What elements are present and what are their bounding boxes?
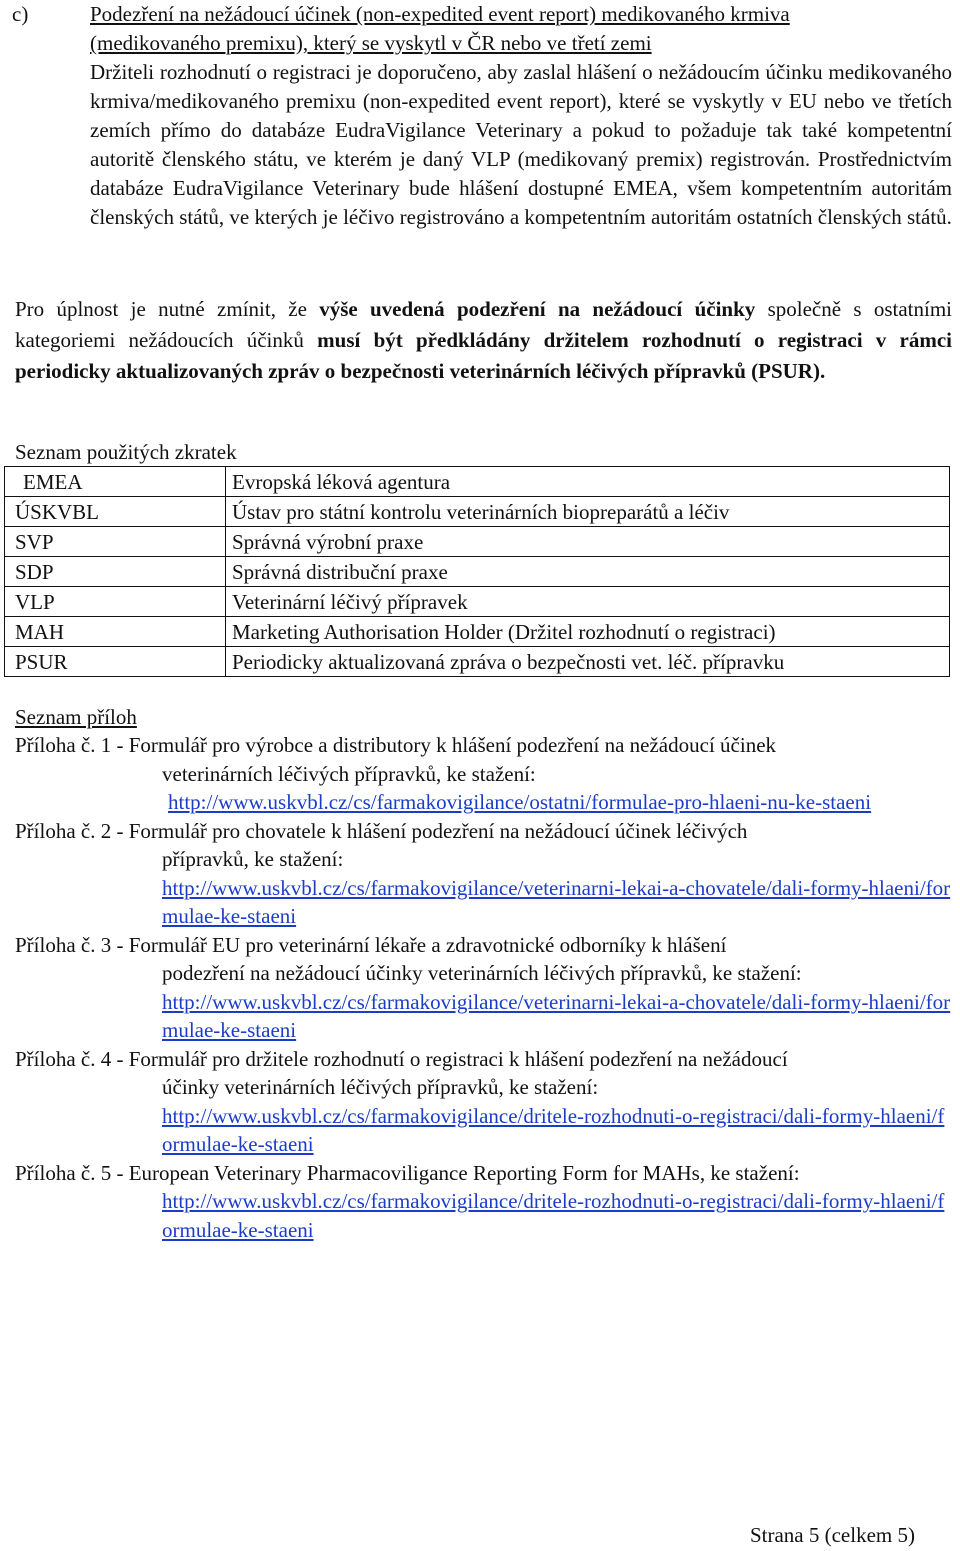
psur-text-1: Pro úplnost je nutné zmínit, že xyxy=(15,297,320,321)
abbreviation-cell: ÚSKVBL xyxy=(5,497,226,527)
psur-bold-1: výše uvedená podezření na nežádoucí účinky xyxy=(319,297,756,321)
section-c xyxy=(12,0,952,232)
attachment-description: podezření na nežádoucí účinky veterinárních léčivých přípravků, ke stažení: xyxy=(162,961,802,985)
attachment-item xyxy=(15,817,952,931)
attachment-item xyxy=(15,731,952,817)
table-row xyxy=(5,527,950,557)
table-row xyxy=(5,587,950,617)
psur-text-2: společně s ostatními kategoriemi nežádoucích účinků xyxy=(15,297,952,352)
attachment-link[interactable]: http://www.uskvbl.cz/cs/farmakovigilance/veterinarni-lekai-a-chovatele/dali-formy-hlaeni/formulae-ke-staeni xyxy=(162,875,951,928)
attachment-heading: Příloha č. 1 - Formulář pro výrobce a distributory k hlášení podezření na nežádoucí účinek xyxy=(15,733,777,757)
meaning-cell: Periodicky aktualizovaná zpráva o bezpečnosti vet. léč. přípravku xyxy=(226,647,950,677)
section-c-label: c) xyxy=(12,2,29,26)
section-c-heading-line1: Podezření na nežádoucí účinek (non-expedited event report) medikovaného krmiva xyxy=(90,2,790,26)
attachment-item xyxy=(15,1045,952,1159)
attachment-link[interactable]: http://www.uskvbl.cz/cs/farmakovigilance/ostatni/formulae-pro-hlaeni-nu-ke-staeni xyxy=(168,790,872,814)
abbreviation-cell: PSUR xyxy=(5,647,226,677)
attachments-title: Seznam příloh xyxy=(15,705,137,729)
attachment-link[interactable]: http://www.uskvbl.cz/cs/farmakovigilance/dritele-rozhodnuti-o-registraci/dali-formy-hlaeni/formulae-ke-staeni xyxy=(162,1189,945,1242)
table-row xyxy=(5,557,950,587)
meaning-cell: Evropská léková agentura xyxy=(226,467,950,497)
attachment-heading: Příloha č. 4 - Formulář pro držitele rozhodnutí o registraci k hlášení podezření na nežádoucí xyxy=(15,1046,788,1071)
abbreviation-cell: SVP xyxy=(5,527,226,557)
attachment-heading: Příloha č. 3 - Formulář EU pro veterinární lékaře a zdravotnické odborníky k hlášení xyxy=(15,932,727,957)
section-c-heading-line2: (medikovaného premixu), který se vyskytl v ČR nebo ve třetí zemi xyxy=(90,31,652,55)
meaning-cell: Správná výrobní praxe xyxy=(226,527,950,557)
attachment-item xyxy=(15,931,952,1045)
abbreviations-table xyxy=(4,466,950,677)
table-row xyxy=(5,647,950,677)
table-row xyxy=(5,497,950,527)
attachment-description: veterinárních léčivých přípravků, ke stažení: xyxy=(162,761,536,786)
meaning-cell: Veterinární léčivý přípravek xyxy=(226,587,950,617)
attachments-list xyxy=(15,731,952,1244)
meaning-cell: Marketing Authorisation Holder (Držitel rozhodnutí o registraci) xyxy=(226,617,950,647)
attachment-description: účinky veterinárních léčivých přípravků, ke stažení: xyxy=(162,1075,599,1099)
attachment-description: přípravků, ke stažení: xyxy=(162,847,344,871)
meaning-cell: Správná distribuční praxe xyxy=(226,557,950,587)
abbreviation-cell: SDP xyxy=(5,557,226,587)
abbreviation-cell: MAH xyxy=(5,617,226,647)
psur-paragraph xyxy=(15,294,952,387)
attachment-heading: Příloha č. 5 - European Veterinary Pharmacoviligance Reporting Form for MAHs, ke stažení: xyxy=(15,1160,800,1185)
abbreviation-cell: EMEA xyxy=(5,467,226,497)
table-row xyxy=(5,617,950,647)
attachment-link[interactable]: http://www.uskvbl.cz/cs/farmakovigilance/dritele-rozhodnuti-o-registraci/dali-formy-hlaeni/formulae-ke-staeni xyxy=(162,1103,945,1156)
abbreviations-title: Seznam použitých zkratek xyxy=(15,440,237,464)
attachment-heading: Příloha č. 2 - Formulář pro chovatele k hlášení podezření na nežádoucí účinek léčivých xyxy=(15,818,748,843)
table-row xyxy=(5,467,950,497)
psur-bold-2: musí být předkládány držitelem rozhodnutí o registraci v rámci periodicky aktualizovaných zpráv o bezpečnosti veterinárních léčivých přípravků (PSUR). xyxy=(15,328,952,383)
section-c-heading xyxy=(12,0,952,58)
meaning-cell: Ústav pro státní kontrolu veterinárních biopreparátů a léčiv xyxy=(226,497,950,527)
abbreviation-cell: VLP xyxy=(5,587,226,617)
attachment-item xyxy=(15,1159,952,1245)
page-number: Strana 5 (celkem 5) xyxy=(749,1523,915,1547)
section-c-paragraph: Držiteli rozhodnutí o registraci je doporučeno, aby zaslal hlášení o nežádoucím účinku medikovaného krmiva/medikovaného premixu (non-expedited event report), které se vyskytly v EU nebo ve třetích zemích přímo do databáze EudraVigilance Veterinary a pokud to požaduje tak také kompetentní autoritě členského státu, ve kterém je daný VLP (medikovaný premix) registrován. Prostřednictvím databáze EudraVigilance Veterinary bude hlášení dostupné EMEA, všem kompetentním autoritám členských států, ve kterých je léčivo registrováno a kompetentním autoritám ostatních členských států. xyxy=(90,60,952,229)
attachment-link[interactable]: http://www.uskvbl.cz/cs/farmakovigilance/veterinarni-lekai-a-chovatele/dali-formy-hlaeni/formulae-ke-staeni xyxy=(162,989,951,1042)
